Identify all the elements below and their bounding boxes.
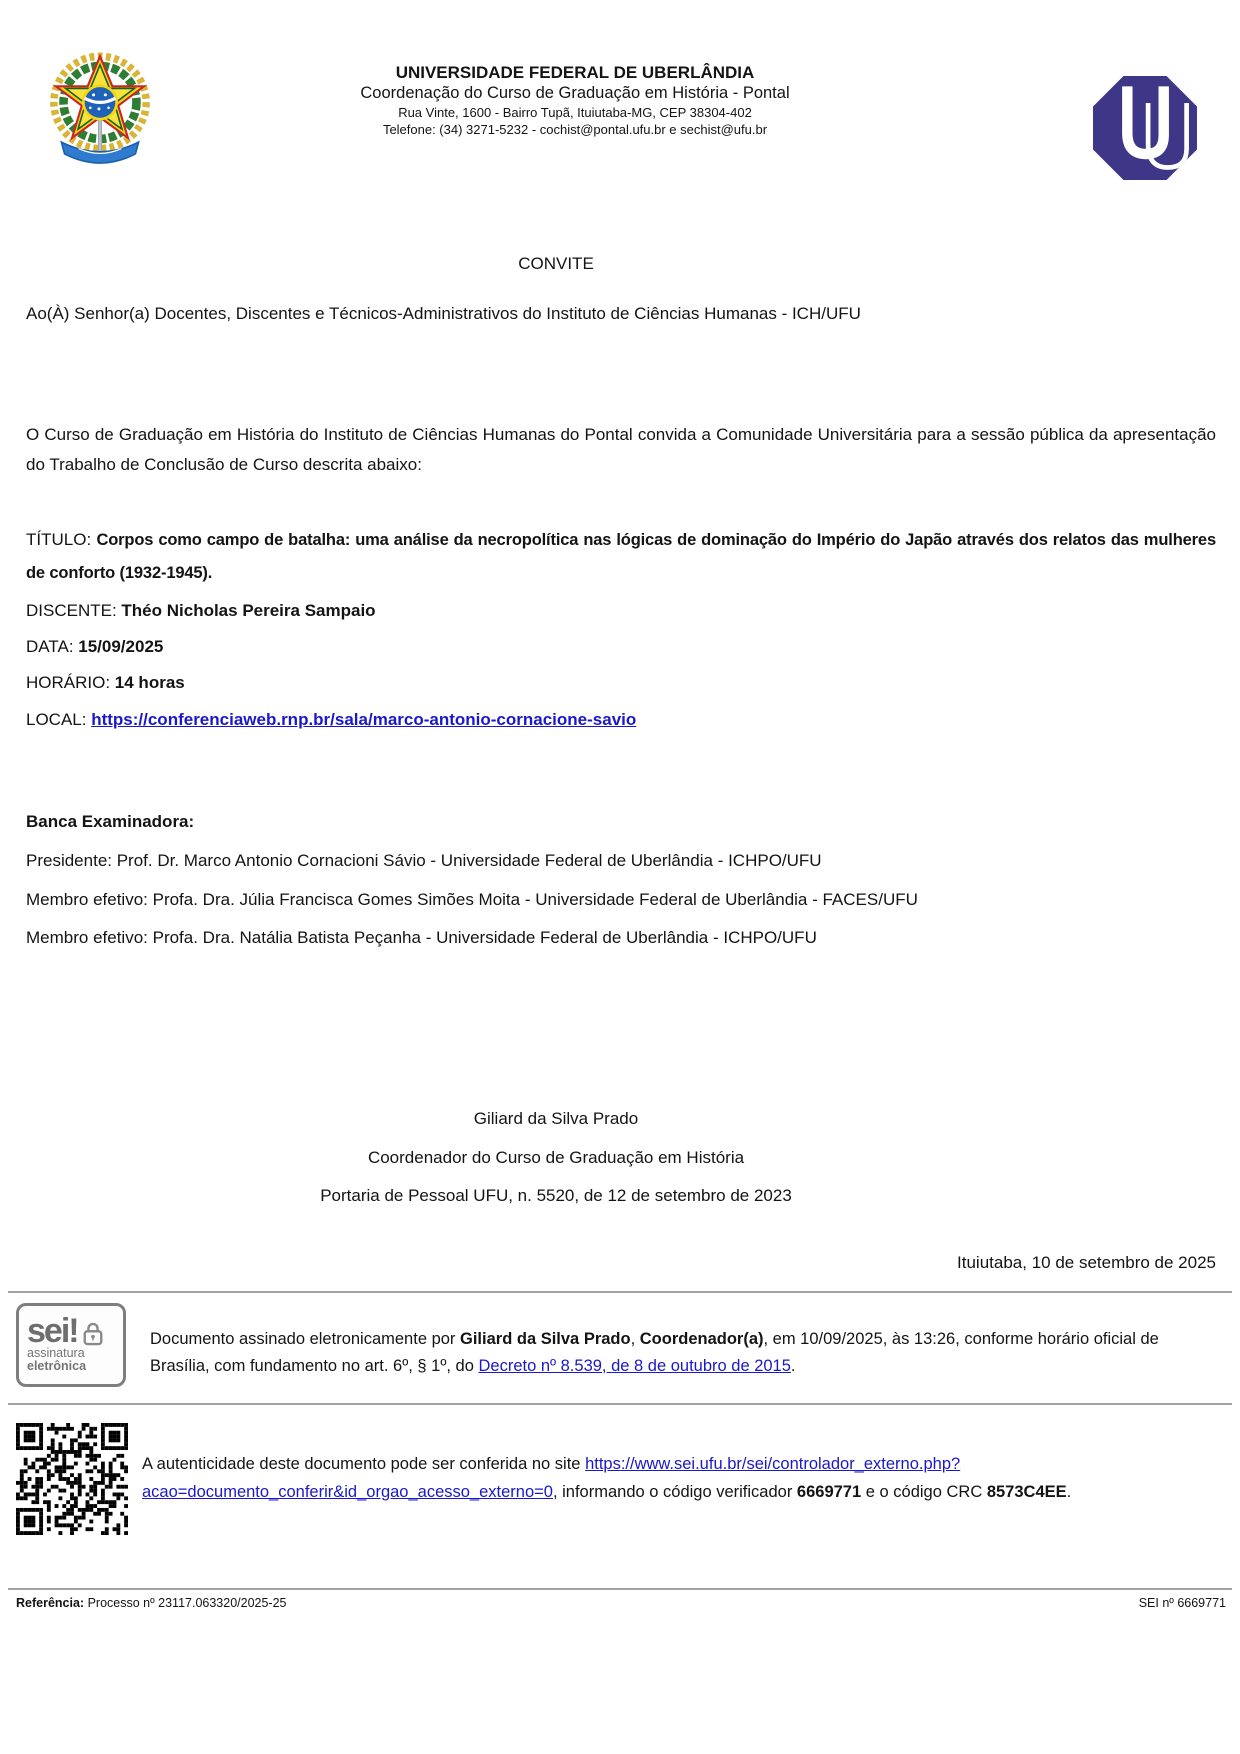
signer-portaria: Portaria de Pessoal UFU, n. 5520, de 12 de setembro de 2023: [320, 1186, 792, 1205]
document-title: CONVITE: [518, 254, 594, 273]
local-line: LOCAL: https://conferenciaweb.rnp.br/sala/marco-antonio-cornacione-savio: [26, 710, 637, 729]
crc-code: 8573C4EE: [986, 1483, 1067, 1501]
signer-name: Giliard da Silva Prado: [473, 1109, 639, 1128]
sei-sub-line2: eletrônica: [27, 1359, 87, 1374]
verification-statement: A autenticidade deste documento pode ser conferida no site https://www.sei.ufu.br/sei/controlador_externo.php?acao=documento_conferir&id_orgao_acesso_externo=0, informando o código verificador 6669771 e o código CRC 8573C4EE.: [142, 1455, 1072, 1501]
divider-footer: [8, 1588, 1232, 1590]
signature-role: Coordenador(a): [639, 1330, 764, 1348]
decreto-link[interactable]: Decreto nº 8.539, de 8 de outubro de 2015: [478, 1357, 791, 1375]
signature-signer: Giliard da Silva Prado: [460, 1330, 631, 1348]
address-line: Rua Vinte, 1600 - Bairro Tupã, Ituiutaba-MG, CEP 38304-402: [398, 104, 752, 120]
banca-heading: Banca Examinadora:: [26, 812, 195, 831]
horario-value: 14 horas: [114, 673, 185, 692]
sei-signature-badge: [16, 1303, 126, 1387]
qr-code-image: [16, 1420, 128, 1538]
discente-line: DISCENTE: Théo Nicholas Pereira Sampaio: [26, 601, 376, 620]
conference-room-link[interactable]: https://conferenciaweb.rnp.br/sala/marco-antonio-cornacione-savio: [91, 710, 637, 729]
letterhead: [195, 62, 955, 139]
banca-member-presidente: Presidente: Prof. Dr. Marco Antonio Cornacioni Sávio - Universidade Federal de Uberlândia - ICHPO/UFU: [26, 851, 822, 870]
sei-logo-text: sei!: [27, 1311, 78, 1350]
intro-paragraph: O Curso de Graduação em História do Instituto de Ciências Humanas do Pontal convida a Comunidade Universitária para a sessão pública da apresentação do Trabalho de Conclusão de Curso descrita abaixo:: [26, 425, 1216, 474]
university-name: UNIVERSIDADE FEDERAL DE UBERLÂNDIA: [395, 63, 755, 82]
signature-statement: Documento assinado eletronicamente por Giliard da Silva Prado, Coordenador(a), em 10/09/2025, às 13:26, conforme horário oficial de Brasília, com fundamento no art. 6º, § 1º, do Decreto nº 8.539, de 8 de outubro de 2015.: [150, 1330, 1159, 1375]
footer-sei-number: SEI nº 6669771: [1138, 1596, 1226, 1610]
titulo-label: TÍTULO:: [26, 530, 97, 549]
sei-sub-line1: assinatura: [27, 1345, 85, 1360]
discente-value: Théo Nicholas Pereira Sampaio: [121, 601, 376, 620]
data-value: 15/09/2025: [78, 637, 164, 656]
horario-line: HORÁRIO: 14 horas: [26, 673, 185, 692]
titulo-line: [26, 524, 1216, 589]
place-dateline: Ituiutaba, 10 de setembro de 2025: [957, 1253, 1216, 1272]
verifier-code: 6669771: [796, 1483, 862, 1501]
signer-role: Coordenador do Curso de Graduação em História: [367, 1147, 745, 1167]
verification-link[interactable]: https://www.sei.ufu.br/sei/controlador_externo.php?acao=documento_conferir&id_orgao_acesso_externo=0: [142, 1455, 961, 1501]
department-name: Coordenação do Curso de Graduação em História - Pontal: [360, 84, 790, 103]
banca-member-efetivo-2: Membro efetivo: Profa. Dra. Natália Batista Peçanha - Universidade Federal de Uberlândia - ICHPO/UFU: [26, 928, 817, 947]
contact-line: Telefone: (34) 3271-5232 - cochist@pontal.ufu.br e sechist@ufu.br: [382, 122, 768, 138]
signature-block: [26, 1100, 1086, 1216]
addressee-line: Ao(À) Senhor(a) Docentes, Discentes e Técnicos-Administrativos do Instituto de Ciências Humanas - ICH/UFU: [26, 304, 861, 323]
divider-top: [8, 1291, 1232, 1293]
ufu-logo-icon: [1093, 74, 1197, 182]
footer-reference: Referência: Processo nº 23117.063320/2025-25: [16, 1596, 287, 1610]
brazil-coat-of-arms-icon: [44, 52, 156, 170]
data-line: DATA: 15/09/2025: [26, 637, 164, 656]
banca-member-efetivo-1: Membro efetivo: Profa. Dra. Júlia Francisca Gomes Simões Moita - Universidade Federal de Uberlândia - FACES/UFU: [26, 890, 918, 909]
padlock-icon: [82, 1321, 104, 1347]
titulo-value: Corpos como campo de batalha: uma análise da necropolítica nas lógicas de dominação do Império do Japão através dos relatos das mulheres de conforto (1932-1945).: [26, 531, 1216, 582]
divider-middle: [8, 1403, 1232, 1405]
